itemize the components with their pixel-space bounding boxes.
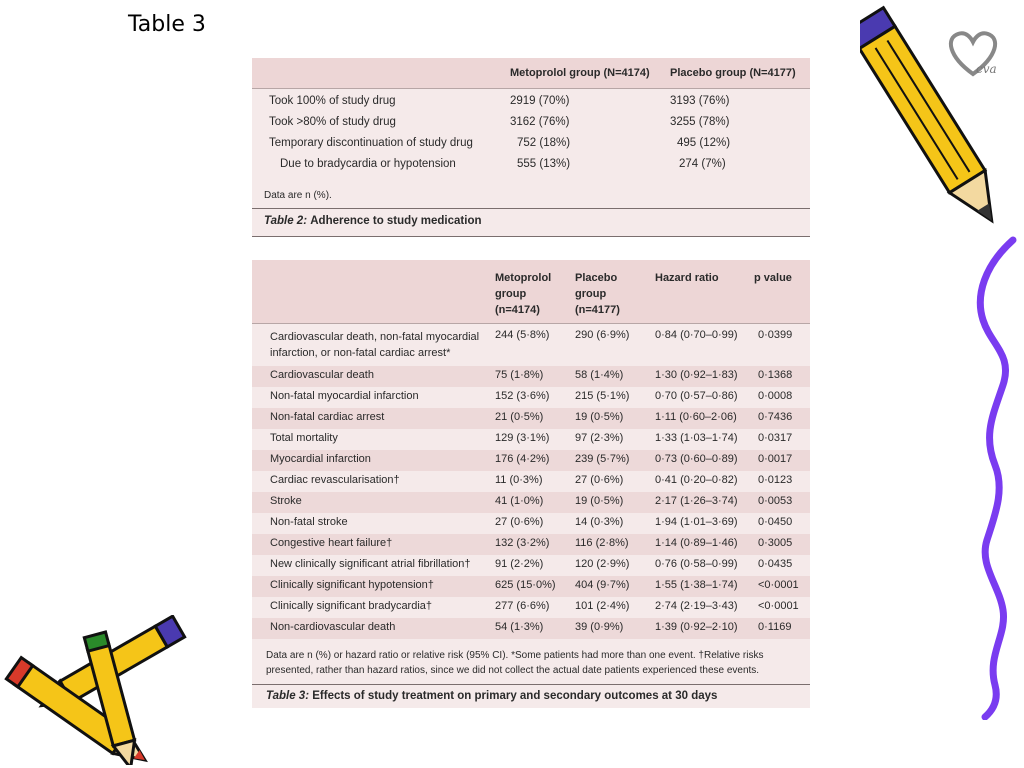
- logo-text: cva: [976, 62, 997, 76]
- table-row: [252, 366, 810, 387]
- table-3-header: [252, 260, 810, 324]
- row-p-value: 0·0008: [758, 390, 793, 402]
- row-placebo: 274 (7%): [679, 158, 726, 170]
- caption-label: Table 3:: [266, 690, 310, 702]
- row-p-value: 0·0017: [758, 453, 793, 465]
- row-placebo: 101 (2·4%): [575, 600, 630, 612]
- row-hazard-ratio: 2·17 (1·26–3·74): [655, 495, 738, 507]
- caption-label: Table 2:: [264, 215, 308, 227]
- caption-text: Effects of study treatment on primary and secondary outcomes at 30 days: [312, 690, 718, 702]
- row-hazard-ratio: 0·41 (0·20–0·82): [655, 474, 738, 486]
- table-row: [252, 492, 810, 513]
- row-p-value: 0·0399: [758, 329, 793, 341]
- row-placebo: 39 (0·9%): [575, 621, 624, 633]
- row-metoprolol: 176 (4·2%): [495, 453, 550, 465]
- row-p-value: <0·0001: [758, 600, 799, 612]
- table-row: [252, 597, 810, 618]
- row-metoprolol: 277 (6·6%): [495, 600, 550, 612]
- row-outcome: Clinically significant bradycardia†: [270, 600, 433, 612]
- row-hazard-ratio: 1·39 (0·92–2·10): [655, 621, 738, 633]
- table-2-col-metoprolol: Metoprolol group (N=4174): [510, 67, 650, 79]
- row-outcome: Cardiovascular death, non-fatal myocardial infarction, or non-fatal cardiac arrest*: [270, 331, 480, 359]
- row-label: Took 100% of study drug: [269, 95, 396, 107]
- row-placebo: 116 (2·8%): [575, 537, 629, 549]
- row-metoprolol: 752 (18%): [517, 137, 571, 149]
- caption-text: Adherence to study medication: [310, 215, 482, 227]
- table-row: [252, 326, 810, 366]
- row-outcome: Congestive heart failure†: [270, 537, 393, 549]
- row-metoprolol: 75 (1·8%): [495, 369, 544, 381]
- row-outcome: Non-cardiovascular death: [270, 621, 396, 633]
- row-metoprolol: 129 (3·1%): [495, 432, 550, 444]
- row-label: Temporary discontinuation of study drug: [269, 137, 473, 149]
- table-row: [252, 555, 810, 576]
- row-hazard-ratio: 1·55 (1·38–1·74): [655, 579, 738, 591]
- table-3-col-hazard-ratio: Hazard ratio: [655, 272, 719, 284]
- table-row: [252, 576, 810, 597]
- table-2-col-placebo: Placebo group (N=4177): [670, 67, 796, 79]
- row-p-value: 0·0450: [758, 516, 793, 528]
- row-label: Took >80% of study drug: [269, 116, 396, 128]
- table-2-header: [252, 58, 810, 89]
- row-metoprolol: 2919 (70%): [510, 95, 570, 107]
- table-row: [252, 408, 810, 429]
- row-metoprolol: 152 (3·6%): [495, 390, 550, 402]
- row-hazard-ratio: 0·84 (0·70–0·99): [655, 329, 738, 341]
- row-outcome: Total mortality: [270, 432, 338, 444]
- table-3-note: Data are n (%) or hazard ratio or relative risk (95% CI). *Some patients had more than one event. †Relative risks presented, rather than hazard ratios, since we did not collect the actual date patients experienced these events.: [266, 650, 764, 676]
- table-row: [252, 155, 810, 176]
- row-hazard-ratio: 1·14 (0·89–1·46): [655, 537, 738, 549]
- table-3: [252, 260, 810, 708]
- row-placebo: 14 (0·3%): [575, 516, 624, 528]
- row-hazard-ratio: 1·11 (0·60–2·06): [655, 411, 737, 423]
- row-hazard-ratio: 1·33 (1·03–1·74): [655, 432, 738, 444]
- row-metoprolol: 91 (2·2%): [495, 558, 544, 570]
- row-metoprolol: 54 (1·3%): [495, 621, 544, 633]
- row-outcome: Cardiac revascularisation†: [270, 474, 400, 486]
- slide-title: Table 3: [128, 12, 206, 37]
- row-p-value: <0·0001: [758, 579, 799, 591]
- row-metoprolol: 21 (0·5%): [495, 411, 544, 423]
- table-2-note: Data are n (%).: [264, 190, 332, 201]
- row-hazard-ratio: 0·70 (0·57–0·86): [655, 390, 738, 402]
- row-hazard-ratio: 0·73 (0·60–0·89): [655, 453, 738, 465]
- table-row: [252, 429, 810, 450]
- pencils-icon: [0, 615, 205, 765]
- row-metoprolol: 41 (1·0%): [495, 495, 544, 507]
- table-2: [252, 58, 810, 237]
- row-placebo: 19 (0·5%): [575, 411, 624, 423]
- row-p-value: 0·0317: [758, 432, 793, 444]
- row-outcome: Non-fatal cardiac arrest: [270, 411, 385, 423]
- row-placebo: 58 (1·4%): [575, 369, 624, 381]
- row-placebo: 120 (2·9%): [575, 558, 630, 570]
- table-3-col-p-value: p value: [754, 272, 792, 284]
- row-p-value: 0·1368: [758, 369, 793, 381]
- row-outcome: Clinically significant hypotension†: [270, 579, 434, 591]
- squiggle-icon: [965, 235, 1024, 720]
- row-metoprolol: 27 (0·6%): [495, 516, 544, 528]
- table-row: [252, 618, 810, 639]
- row-p-value: 0·1169: [758, 621, 792, 633]
- table-3-caption: [252, 684, 810, 709]
- row-outcome: Non-fatal stroke: [270, 516, 348, 528]
- row-placebo: 3193 (76%): [670, 95, 730, 107]
- row-placebo: 19 (0·5%): [575, 495, 624, 507]
- row-metoprolol: 244 (5·8%): [495, 329, 550, 341]
- row-placebo: 97 (2·3%): [575, 432, 624, 444]
- table-row: [252, 92, 810, 113]
- row-p-value: 0·3005: [758, 537, 793, 549]
- table-row: [252, 471, 810, 492]
- row-p-value: 0·0053: [758, 495, 793, 507]
- logo-icon: [938, 26, 1008, 82]
- table-3-col-metoprolol: Metoprolol group (n=4174): [495, 272, 552, 316]
- row-outcome: Myocardial infarction: [270, 453, 371, 465]
- row-outcome: New clinically significant atrial fibrillation†: [270, 558, 471, 570]
- table-row: [252, 113, 810, 134]
- row-placebo: 27 (0·6%): [575, 474, 624, 486]
- table-row: [252, 387, 810, 408]
- table-row: [252, 513, 810, 534]
- row-placebo: 215 (5·1%): [575, 390, 630, 402]
- row-outcome: Stroke: [270, 495, 302, 507]
- row-metoprolol: 555 (13%): [517, 158, 571, 170]
- row-hazard-ratio: 2·74 (2·19–3·43): [655, 600, 738, 612]
- row-metoprolol: 11 (0·3%): [495, 474, 543, 486]
- row-metoprolol: 625 (15·0%): [495, 579, 556, 591]
- row-p-value: 0·7436: [758, 411, 793, 423]
- row-hazard-ratio: 1·30 (0·92–1·83): [655, 369, 738, 381]
- row-placebo: 404 (9·7%): [575, 579, 630, 591]
- row-hazard-ratio: 1·94 (1·01–3·69): [655, 516, 738, 528]
- row-outcome: Non-fatal myocardial infarction: [270, 390, 419, 402]
- row-p-value: 0·0435: [758, 558, 793, 570]
- row-label: Due to bradycardia or hypotension: [280, 158, 456, 170]
- table-3-col-placebo: Placebo group (n=4177): [575, 272, 620, 316]
- table-row: [252, 134, 810, 155]
- table-row: [252, 450, 810, 471]
- table-row: [252, 534, 810, 555]
- row-placebo: 239 (5·7%): [575, 453, 630, 465]
- row-hazard-ratio: 0·76 (0·58–0·99): [655, 558, 738, 570]
- row-metoprolol: 3162 (76%): [510, 116, 570, 128]
- table-2-caption: [252, 208, 810, 236]
- row-placebo: 3255 (78%): [670, 116, 730, 128]
- row-placebo: 290 (6·9%): [575, 329, 630, 341]
- row-p-value: 0·0123: [758, 474, 793, 486]
- row-metoprolol: 132 (3·2%): [495, 537, 550, 549]
- row-outcome: Cardiovascular death: [270, 369, 374, 381]
- row-placebo: 495 (12%): [677, 137, 731, 149]
